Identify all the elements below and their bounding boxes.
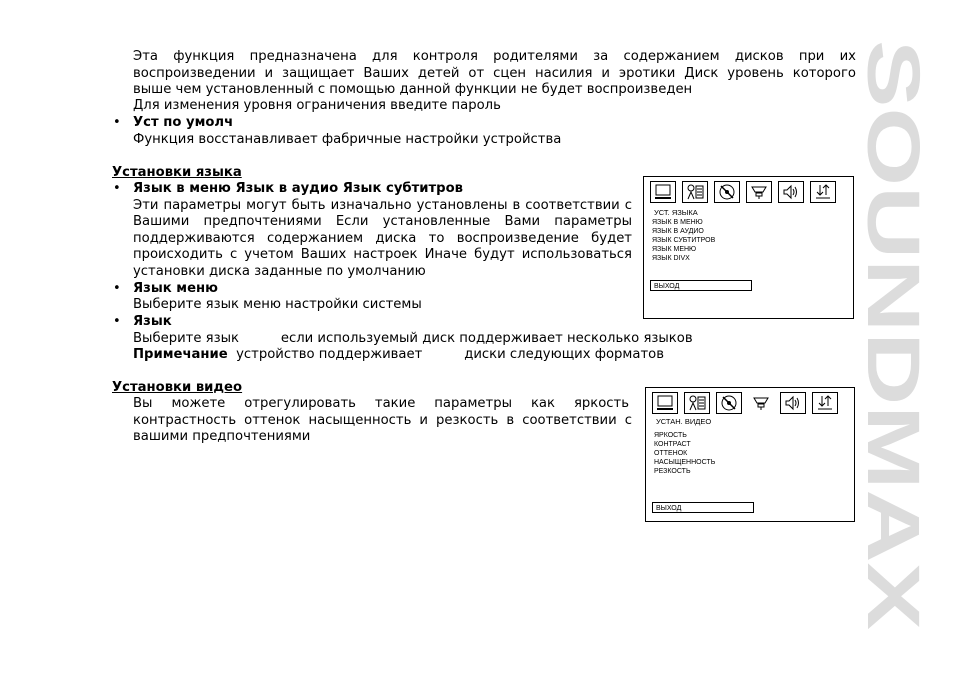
osd-language-screen — [643, 176, 854, 319]
language-section-title: Установки языка — [112, 165, 242, 180]
default-heading: Уст по умолч — [133, 115, 234, 130]
osd-menu-item[interactable]: ЯЗЫК МЕНЮ — [652, 246, 697, 253]
bullet: • — [113, 115, 121, 130]
speaker-icon — [778, 181, 804, 203]
language-note — [133, 346, 664, 363]
parental-line-1: Эта функция предназначена для контроля родителями за содержанием дисков при их — [133, 49, 856, 64]
note-text: устройство поддерживает диски следующих форматов — [227, 347, 664, 362]
language-icon — [684, 392, 710, 414]
osd-icon-bar — [650, 181, 836, 203]
default-arrows-icon — [810, 181, 836, 203]
bullet: • — [113, 281, 121, 296]
language-item1-heading: Язык в меню Язык в аудио Язык субтитров — [133, 181, 464, 196]
default-arrows-icon — [812, 392, 838, 414]
osd-menu-item[interactable]: НАСЫЩЕННОСТЬ — [654, 459, 716, 466]
language-item1-line: поддерживаются содержанием диска то воспроизведение будет — [133, 231, 632, 246]
osd-exit-button[interactable]: ВЫХОД — [650, 280, 752, 291]
bullet: • — [113, 181, 121, 196]
language-item1-line: установки диска заданные по умолчанию — [133, 264, 426, 279]
osd-menu-item[interactable]: ОТТЕНОК — [654, 450, 688, 457]
brand-watermark — [852, 40, 935, 630]
video-line: контрастность оттенок насыщенность и резкость в соответствии с — [133, 413, 632, 428]
language-icon — [682, 181, 708, 203]
language-item1-line: Вашими предпочтениями Если установленные Вами параметры — [133, 214, 632, 229]
osd-video-screen — [645, 387, 855, 522]
parental-line-4: Для изменения уровня ограничения введите пароль — [133, 98, 501, 113]
video-line: Вы можете отрегулировать такие параметры как яркость — [133, 396, 629, 411]
video-line: вашими предпочтениями — [133, 429, 311, 444]
language-item2-heading: Язык меню — [133, 281, 218, 296]
osd-exit-button[interactable]: ВЫХОД — [652, 502, 754, 513]
note-label: Примечание — [133, 347, 228, 362]
monitor-icon — [652, 392, 678, 414]
language-item1-line: Эти параметры могут быть изначально установлены в соответствии с — [133, 198, 632, 213]
osd-menu-item[interactable]: ЯЗЫК В МЕНЮ — [652, 219, 703, 226]
video-section-title: Установки видео — [112, 380, 243, 395]
brand-text: SOUNDMAX — [852, 40, 935, 472]
video-icon — [746, 181, 772, 203]
language-item2-text: Выберите язык меню настройки системы — [133, 297, 422, 312]
bullet: • — [113, 314, 121, 329]
osd-icon-bar — [652, 392, 838, 414]
osd-menu-item[interactable]: ЯЗЫК DIVX — [652, 255, 690, 262]
osd-menu-item[interactable]: ЯЗЫК В АУДИО — [652, 228, 704, 235]
language-item1-line: происходить с учетом Ваших настроек Иначе будут использоваться — [133, 247, 632, 262]
video-icon — [748, 392, 774, 414]
osd-menu-item[interactable]: КОНТРАСТ — [654, 441, 691, 448]
osd-menu-item[interactable]: ЯЗЫК СУБТИТРОВ — [652, 237, 716, 244]
disc-lock-icon — [714, 181, 740, 203]
monitor-icon — [650, 181, 676, 203]
osd-video-title: УСТАН. ВИДЕО — [656, 417, 712, 426]
default-text: Функция восстанавливает фабричные настройки устройства — [133, 132, 562, 147]
osd-menu-item[interactable]: РЕЗКОСТЬ — [654, 468, 691, 475]
osd-menu-item[interactable]: ЯРКОСТЬ — [654, 432, 687, 439]
disc-lock-icon — [716, 392, 742, 414]
language-item3-text: Выберите язык если используемый диск поддерживает несколько языков — [133, 331, 693, 346]
language-item3-heading: Язык — [133, 314, 172, 329]
speaker-icon — [780, 392, 806, 414]
parental-line-2: воспроизведении и защищает Ваших детей от сцен насилия и эротики Диск уровень которого — [133, 66, 856, 81]
osd-language-title: УСТ. ЯЗЫКА — [654, 208, 698, 217]
parental-line-3: выше чем установленный с помощью данной функции не будет воспроизведен — [133, 82, 693, 97]
